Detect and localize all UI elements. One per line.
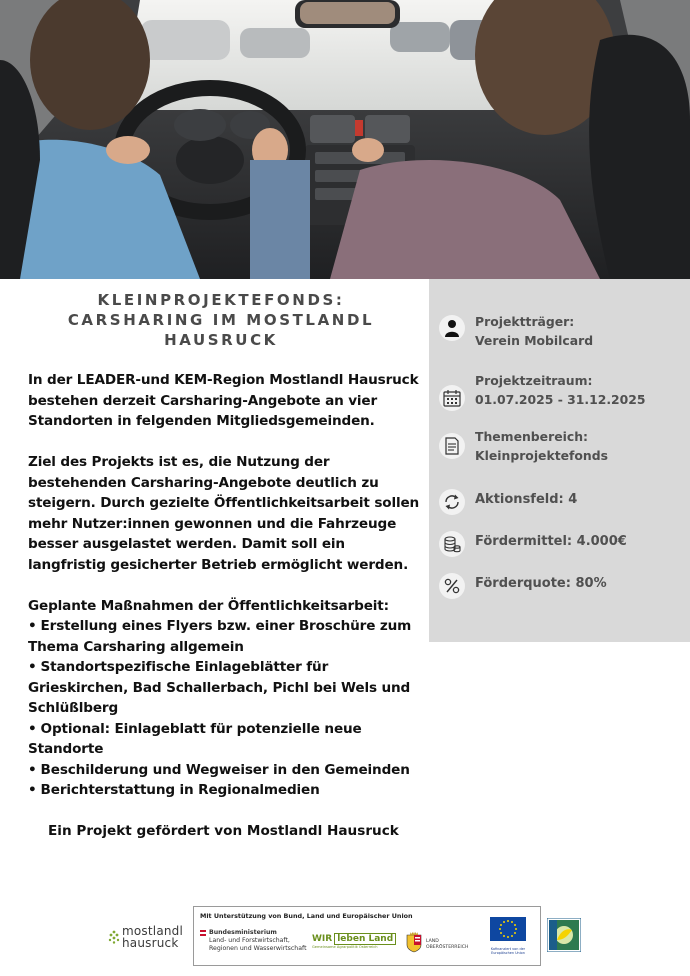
- sidebar-label: Fördermittel: 4.000€: [475, 534, 627, 549]
- hero-photo: [0, 0, 690, 279]
- land-ooe-logo: [406, 931, 469, 957]
- list-item: • Standortspezifische Einlageblätter für Grieskirchen, Bad Schallerbach, Pichl bei Wels und Schlüßlberg: [28, 659, 411, 716]
- list-item: • Beschilderung und Wegweiser in den Gemeinden: [28, 761, 410, 778]
- intro-paragraph: In der LEADER-und KEM-Region Mostlandl Hausruck bestehen derzeit Carsharing-Angebote an vier Standorten in felgenden Mitgliedsgemeinden.: [28, 372, 419, 429]
- wir-subtitle: Gemeinsame Agrarpolitik Österreich: [312, 945, 378, 949]
- logo-line-2: hausruck: [122, 936, 179, 950]
- list-item: • Berichterstattung in Regionalmedien: [28, 782, 320, 798]
- sidebar-label: Aktionsfeld: 4: [475, 492, 578, 507]
- wir-box-text: leben Land: [334, 933, 396, 945]
- support-title: Mit Unterstützung von Bund, Land und Europäischer Union: [200, 912, 413, 920]
- leader-logo: [547, 918, 581, 952]
- project-description: [28, 370, 423, 801]
- coins-icon: [439, 531, 465, 557]
- goal-paragraph: Ziel des Projekts ist es, die Nutzung der bestehenden Carsharing-Angebote deutlich zu steigern. Durch gezielte Öffentlichkeitsarbeit sollen mehr Nutzer:innen gewonnen und die Fahrzeuge besser ausgelastet werden. Damit soll ein langfristig gesicherter Betrieb ermöglicht werden.: [28, 454, 420, 573]
- ministry-line-1: Bundesministerium: [209, 929, 277, 936]
- bullet: •: [28, 782, 37, 798]
- funded-by-note: Ein Projekt gefördert von Mostlandl Hausruck: [48, 823, 399, 839]
- wir-text: WIR: [312, 934, 333, 944]
- list-item: • Optional: Einlageblatt für potenzielle neue Standorte: [28, 720, 362, 757]
- logo-line-1: mostlandl: [122, 924, 184, 938]
- sidebar-value: 01.07.2025 - 31.12.2025: [475, 392, 646, 407]
- person-icon: [439, 315, 465, 341]
- eu-flag-icon: [490, 917, 526, 941]
- title-line-2: CARSHARING IM MOSTLANDL: [67, 311, 375, 329]
- sidebar-label: Themenbereich:: [475, 429, 588, 444]
- bullet: •: [28, 720, 37, 737]
- sidebar-value: Verein Mobilcard: [475, 333, 594, 348]
- eu-line-2: Europäischen Union: [491, 951, 525, 955]
- calendar-icon: [439, 385, 465, 411]
- sidebar-label: Förderquote: 80%: [475, 576, 607, 591]
- land-line-2: OBERÖSTERREICH: [426, 945, 469, 950]
- title-line-3: HAUSRUCK: [164, 331, 278, 349]
- bullet: •: [28, 618, 37, 634]
- sidebar-value: Kleinprojektefonds: [475, 448, 608, 463]
- list-item: • Erstellung eines Flyers bzw. einer Broschüre zum Thema Carsharing allgemein: [28, 618, 412, 655]
- coat-of-arms-icon: [406, 931, 422, 953]
- measures-heading: Geplante Maßnahmen der Öffentlichkeitsarbeit:: [28, 597, 389, 614]
- measures-list: [28, 616, 423, 801]
- sidebar-label: Projektträger:: [475, 314, 575, 329]
- austria-flag-icon: [200, 930, 206, 936]
- wir-leben-land-logo: [312, 934, 396, 949]
- funding-partners-box: [193, 906, 541, 966]
- percent-icon: [439, 573, 465, 599]
- ministry-line-2: Land- und Forstwirtschaft,: [209, 937, 290, 944]
- cycle-arrows-icon: [439, 489, 465, 515]
- eu-line-1: Kofinanziert von der: [490, 947, 526, 951]
- ministry-line-3: Regionen und Wasserwirtschaft: [209, 945, 307, 952]
- land-line-1: LAND: [426, 939, 439, 944]
- bullet: •: [28, 659, 37, 675]
- page-title: [30, 290, 412, 350]
- eu-logo: [490, 917, 526, 955]
- sidebar-label: Projektzeitraum:: [475, 373, 593, 388]
- ministry-logo: [200, 929, 307, 953]
- document-icon: [439, 433, 465, 459]
- project-info-sidebar: [429, 279, 690, 642]
- car-interior-photo: [0, 0, 690, 279]
- leader-logo-icon: [547, 918, 581, 952]
- leaf-dots-icon: [108, 930, 120, 944]
- title-line-1: KLEINPROJEKTEFONDS:: [97, 291, 345, 309]
- bullet: •: [28, 761, 37, 778]
- mostlandl-hausruck-logo: [108, 924, 184, 950]
